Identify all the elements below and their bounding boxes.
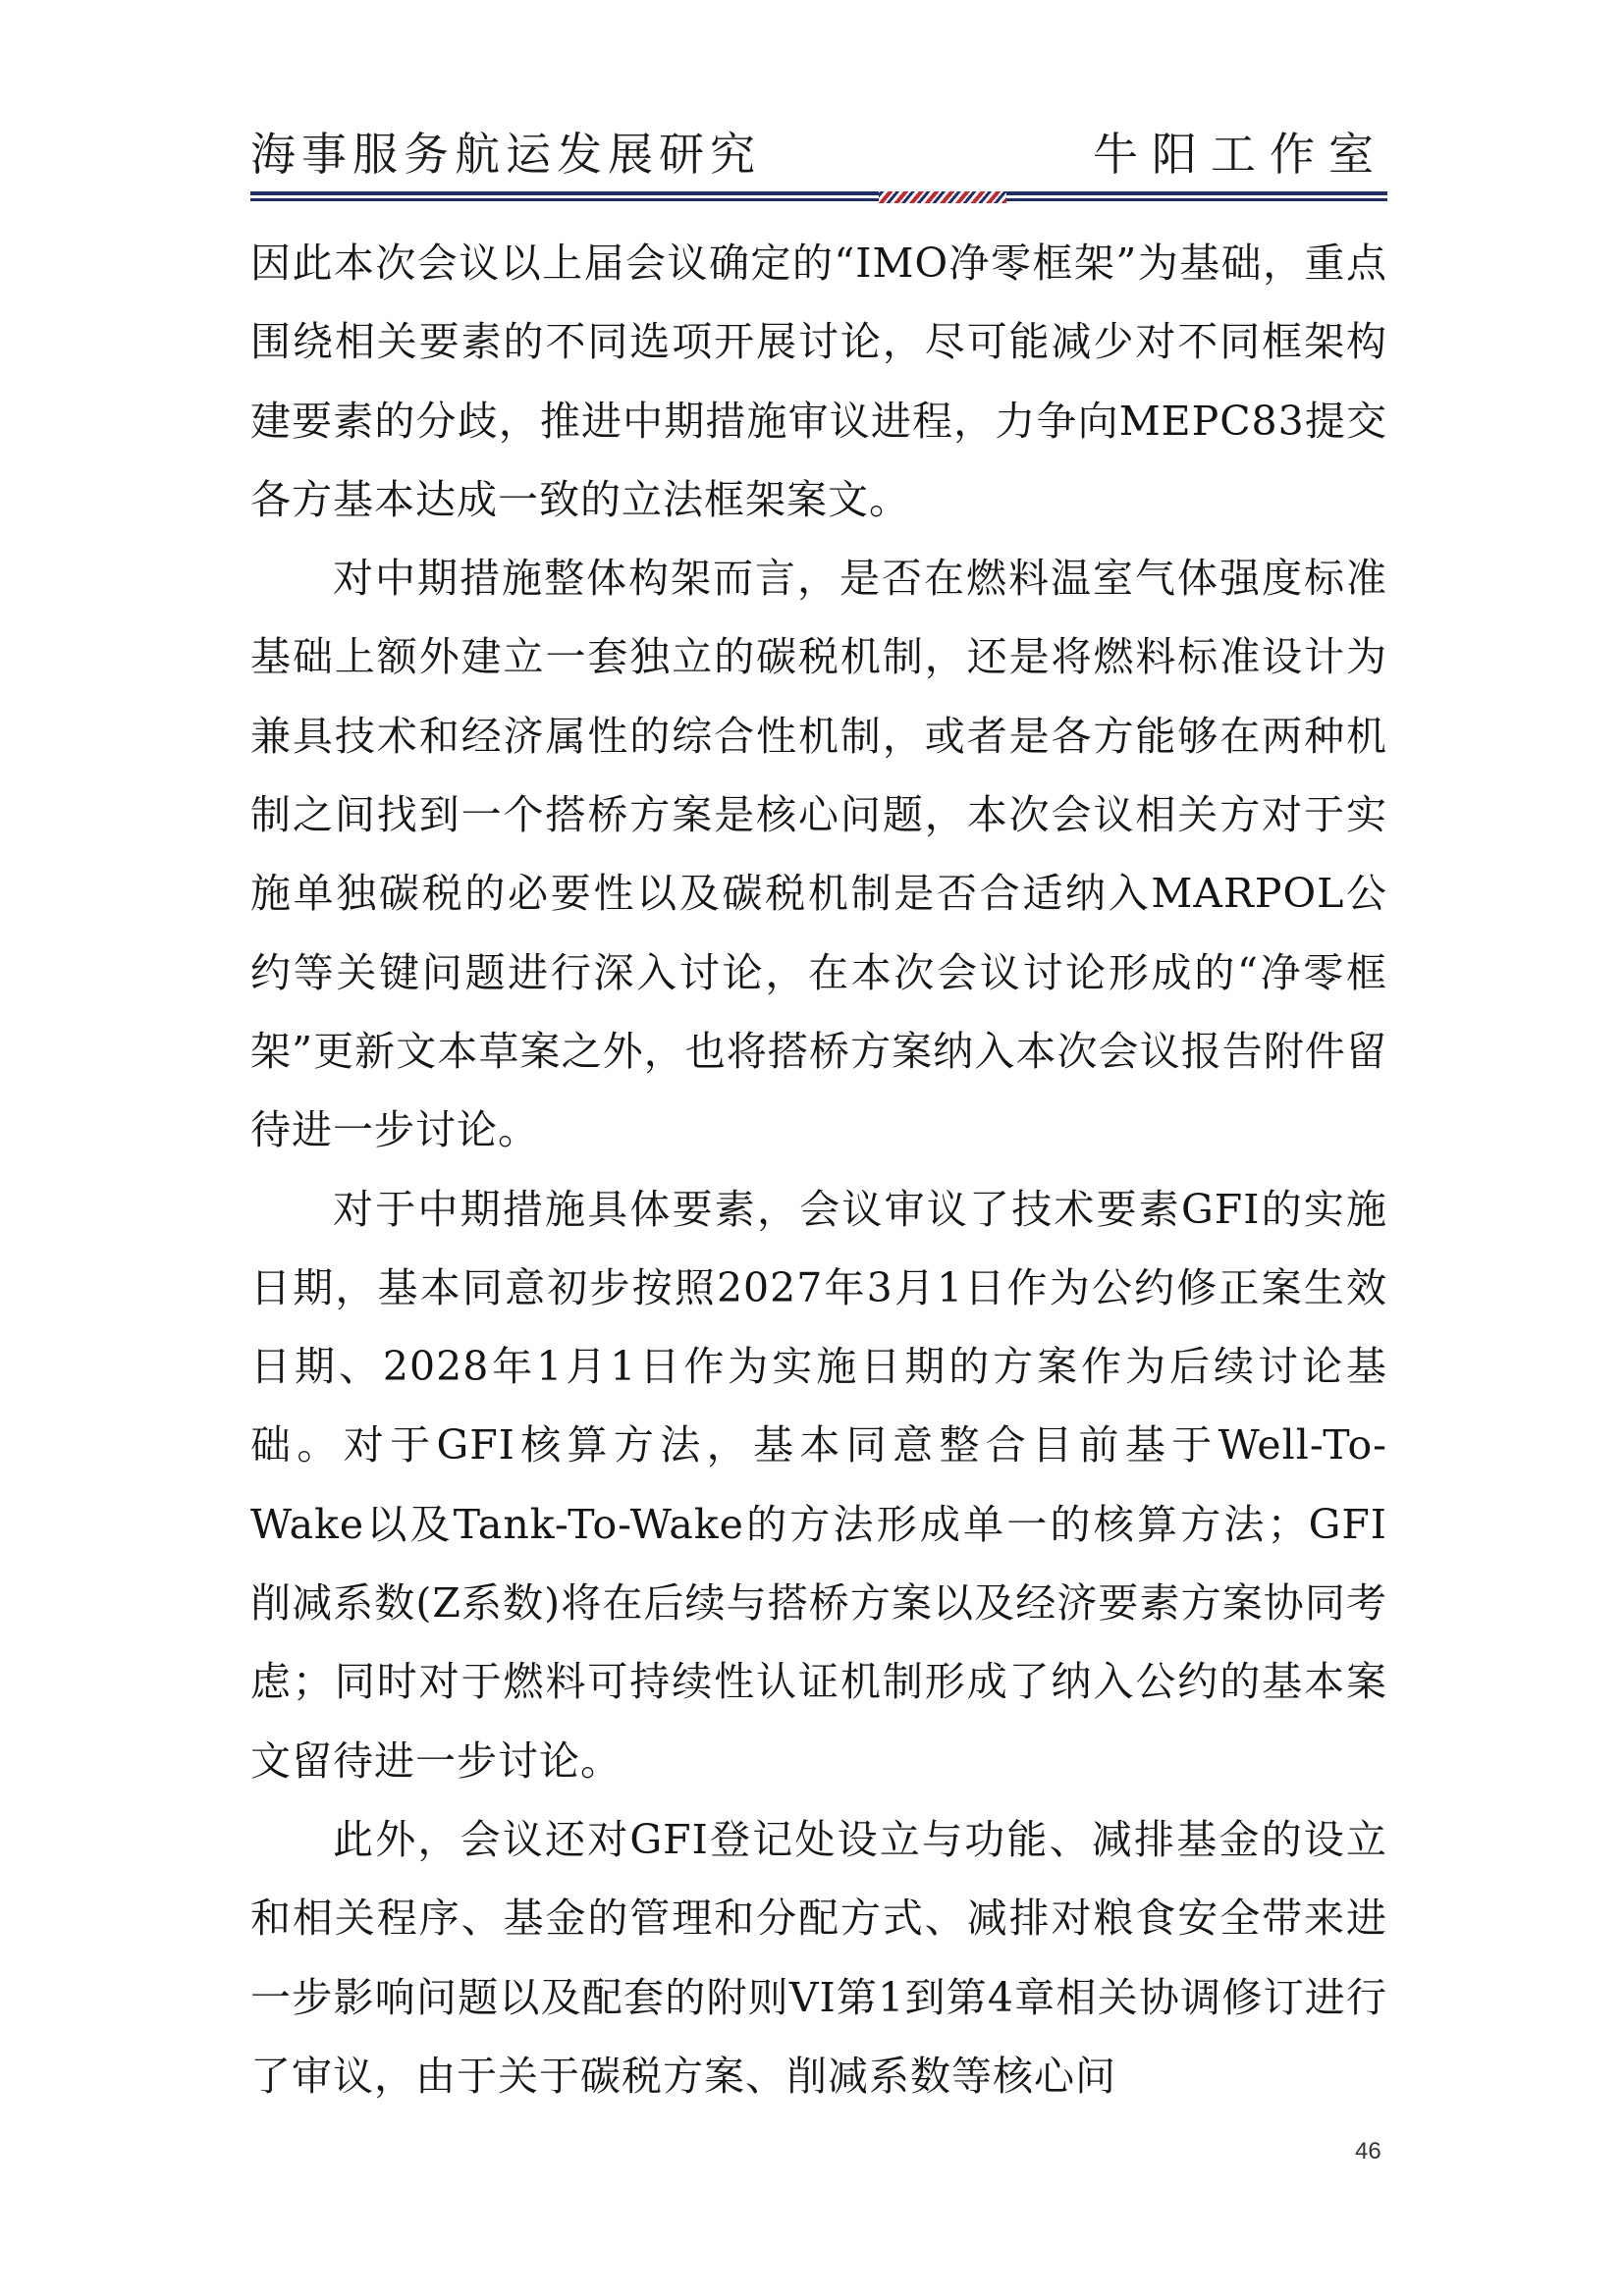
header-rule-top-line — [250, 191, 1387, 195]
header-right-title: 牛阳工作室 — [1093, 128, 1387, 181]
header-rule — [250, 191, 1387, 203]
header-left-title: 海事服务航运发展研究 — [250, 128, 761, 181]
page-number: 46 — [1355, 2138, 1381, 2164]
header-rule-bottom-line — [250, 198, 1387, 201]
paragraph-3: 对于中期措施具体要素，会议审议了技术要素GFI的实施日期，基本同意初步按照2027年3月1日作为公约修正案生效日期、2028年1月1日作为实施日期的方案作为后续讨论基础。对于GFI核算方法，基本同意整合目前基于Well-To-Wake以及Tank-To-Wake的方法形成单一的核算方法；GFI削减系数(Z系数)将在后续与搭桥方案以及经济要素方案协同考虑；同时对于燃料可持续性认证机制形成了纳入公约的基本案文留待进一步讨论。 — [250, 1185, 1387, 1785]
header-rule-accent-stripes — [879, 191, 1006, 203]
page-header — [250, 126, 1387, 187]
paragraph-2: 对中期措施整体构架而言，是否在燃料温室气体强度标准基础上额外建立一套独立的碳税机制，还是将燃料标准设计为兼具技术和经济属性的综合性机制，或者是各方能够在两种机制之间找到一个搭桥方案是核心问题，本次会议相关方对于实施单独碳税的必要性以及碳税机制是否合适纳入MARPOL公约等关键问题进行深入讨论，在本次会议讨论形成的“净零框架”更新文本草案之外，也将搭桥方案纳入本次会议报告附件留待进一步讨论。 — [250, 555, 1387, 1154]
paragraph-1: 因此本次会议以上届会议确定的“IMO净零框架”为基础，重点围绕相关要素的不同选项开展讨论，尽可能减少对不同框架构建要素的分歧，推进中期措施审议进程，力争向MEPC83提交各方基本达成一致的立法框架案文。 — [250, 240, 1387, 523]
body-text — [250, 224, 1387, 2115]
paragraph-4: 此外，会议还对GFI登记处设立与功能、减排基金的设立和相关程序、基金的管理和分配方式、减排对粮食安全带来进一步影响问题以及配套的附则VI第1到第4章相关协调修订进行了审议，由于关于碳税方案、削减系数等核心问 — [250, 1815, 1387, 2100]
